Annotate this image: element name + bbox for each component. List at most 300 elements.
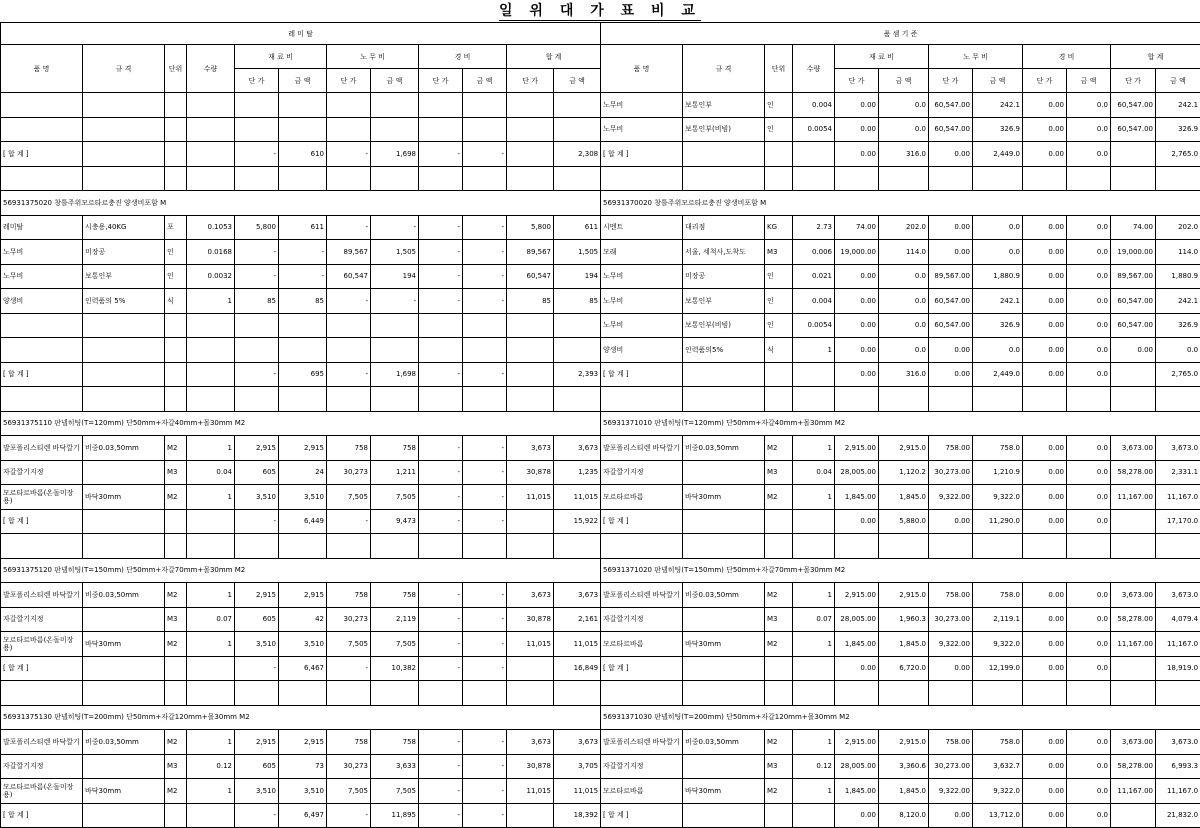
table-row: [601, 583, 1200, 608]
item-spec: [83, 362, 165, 387]
empty-cell: [1, 313, 83, 338]
item-unit: M3: [165, 607, 187, 632]
total-unit-price: 3,673.00: [1111, 583, 1156, 608]
item-qty: 0.021: [793, 264, 835, 289]
empty-cell: [235, 534, 279, 559]
page-title: [0, 0, 1200, 22]
empty-cell: [327, 387, 371, 412]
item-name: 양생비: [601, 338, 683, 363]
total-amount: 11,167.0: [1156, 779, 1200, 804]
material-unit-price: 0.00: [835, 338, 879, 363]
total-amount: 15,922: [554, 509, 601, 534]
labor-unit-price: 60,547.00: [929, 93, 973, 118]
expense-amount: -: [463, 362, 507, 387]
empty-cell: [165, 681, 187, 706]
labor-amount: 11,895: [371, 803, 419, 828]
labor-amount: 7,505: [371, 779, 419, 804]
empty-cell: [279, 93, 327, 118]
total-amount: 4,079.4: [1156, 607, 1200, 632]
item-unit: [765, 803, 793, 828]
total-unit-price: 58,278.00: [1111, 607, 1156, 632]
labor-unit-price: 0.00: [929, 509, 973, 534]
empty-cell: [1156, 387, 1200, 412]
header-expense-unit-price: 단 가: [419, 69, 463, 93]
material-amount: 85: [279, 289, 327, 314]
header-material: 재 료 비: [235, 45, 327, 69]
expense-amount: -: [463, 583, 507, 608]
empty-cell: [601, 166, 683, 191]
header-material-amount: 금 액: [879, 69, 929, 93]
table-row: [1, 436, 601, 461]
empty-cell: [879, 681, 929, 706]
table-row: [601, 656, 1200, 681]
expense-unit-price: 0.00: [1023, 436, 1067, 461]
item-unit: M3: [765, 607, 793, 632]
header-total-unit-price: 단 가: [507, 69, 554, 93]
table-row: [601, 681, 1200, 706]
item-name: 노무비: [601, 313, 683, 338]
material-amount: 202.0: [879, 215, 929, 240]
total-unit-price: 58,278.00: [1111, 460, 1156, 485]
empty-cell: [419, 681, 463, 706]
item-unit: 인: [765, 313, 793, 338]
empty-cell: [419, 117, 463, 142]
material-amount: 1,120.2: [879, 460, 929, 485]
header-labor-unit-price: 단 가: [327, 69, 371, 93]
empty-cell: [83, 166, 165, 191]
item-qty: 0.0054: [793, 313, 835, 338]
empty-cell: [1, 117, 83, 142]
empty-cell: [419, 93, 463, 118]
empty-cell: [327, 338, 371, 363]
material-amount: 1,845.0: [879, 779, 929, 804]
labor-unit-price: 60,547.00: [929, 313, 973, 338]
expense-amount: 0.0: [1067, 803, 1111, 828]
item-qty: 0.1053: [187, 215, 235, 240]
empty-cell: [235, 93, 279, 118]
total-unit-price: 11,167.00: [1111, 632, 1156, 657]
material-unit-price: 0.00: [835, 142, 879, 167]
expense-unit-price: 0.00: [1023, 509, 1067, 534]
table-row: [1, 362, 601, 387]
item-qty: 0.07: [187, 607, 235, 632]
item-spec: 바닥30mm: [683, 779, 765, 804]
labor-amount: 9,322.0: [973, 485, 1023, 510]
material-amount: 0.0: [879, 313, 929, 338]
expense-unit-price: -: [419, 656, 463, 681]
header-spec: 규 격: [683, 45, 765, 93]
expense-amount: 0.0: [1067, 313, 1111, 338]
table-row: [601, 632, 1200, 657]
item-name: 발포폴리스티렌 바닥깔기: [601, 730, 683, 755]
labor-unit-price: 0.00: [929, 142, 973, 167]
item-unit: M2: [165, 436, 187, 461]
empty-cell: [463, 387, 507, 412]
table-row: [601, 754, 1200, 779]
material-unit-price: 28,005.00: [835, 607, 879, 632]
item-name: 노무비: [601, 264, 683, 289]
labor-amount: 9,322.0: [973, 632, 1023, 657]
expense-unit-price: -: [419, 460, 463, 485]
empty-cell: [165, 117, 187, 142]
expense-unit-price: 0.00: [1023, 264, 1067, 289]
table-row: [1, 215, 601, 240]
empty-cell: [765, 681, 793, 706]
section-title: 56931375130 판넬히팅(T=200mm) 단50mm+자갈120mm+몰30mm M2: [1, 705, 601, 730]
material-unit-price: -: [235, 142, 279, 167]
labor-amount: 758: [371, 730, 419, 755]
table-row: [1, 338, 601, 363]
total-unit-price: [1111, 362, 1156, 387]
item-qty: [793, 362, 835, 387]
total-amount: 16,849: [554, 656, 601, 681]
item-spec: 미장공: [83, 240, 165, 265]
item-name: [ 합 계 ]: [1, 509, 83, 534]
total-unit-price: [507, 142, 554, 167]
expense-unit-price: 0.00: [1023, 803, 1067, 828]
material-amount: 42: [279, 607, 327, 632]
empty-cell: [683, 534, 765, 559]
item-qty: [187, 656, 235, 681]
item-spec: 비중0.03,50mm: [683, 436, 765, 461]
item-qty: [793, 509, 835, 534]
total-amount: 17,170.0: [1156, 509, 1200, 534]
expense-amount: 0.0: [1067, 362, 1111, 387]
empty-cell: [507, 313, 554, 338]
item-unit: [765, 509, 793, 534]
material-unit-price: -: [235, 264, 279, 289]
item-qty: 2.73: [793, 215, 835, 240]
item-qty: 1: [793, 436, 835, 461]
item-spec: [683, 460, 765, 485]
material-amount: 5,880.0: [879, 509, 929, 534]
expense-unit-price: 0.00: [1023, 117, 1067, 142]
material-amount: -: [279, 264, 327, 289]
total-amount: 3,673: [554, 583, 601, 608]
item-unit: [765, 362, 793, 387]
item-unit: [165, 509, 187, 534]
total-unit-price: 89,567.00: [1111, 264, 1156, 289]
labor-unit-price: 9,322.00: [929, 779, 973, 804]
material-amount: 8,120.0: [879, 803, 929, 828]
total-unit-price: 3,673.00: [1111, 436, 1156, 461]
expense-amount: 0.0: [1067, 460, 1111, 485]
labor-unit-price: 89,567: [327, 240, 371, 265]
empty-cell: [554, 681, 601, 706]
material-unit-price: 0.00: [835, 313, 879, 338]
item-qty: 1: [187, 583, 235, 608]
empty-cell: [554, 338, 601, 363]
table-row: [601, 803, 1200, 828]
labor-amount: 9,473: [371, 509, 419, 534]
table-row: [601, 313, 1200, 338]
table-row: [1, 632, 601, 657]
table-row: [601, 730, 1200, 755]
empty-cell: [1111, 166, 1156, 191]
table-row: [1, 754, 601, 779]
header-unit: 단위: [165, 45, 187, 93]
empty-cell: [83, 313, 165, 338]
material-amount: 2,915: [279, 436, 327, 461]
total-unit-price: 3,673: [507, 583, 554, 608]
table-row: [601, 411, 1200, 436]
total-unit-price: 85: [507, 289, 554, 314]
item-name: 모르타르바름(온돌미장용): [1, 632, 83, 657]
item-qty: [187, 142, 235, 167]
empty-cell: [879, 166, 929, 191]
table-row: [1, 656, 601, 681]
empty-cell: [835, 387, 879, 412]
empty-cell: [463, 166, 507, 191]
empty-cell: [165, 338, 187, 363]
expense-amount: -: [463, 460, 507, 485]
labor-unit-price: 7,505: [327, 779, 371, 804]
expense-unit-price: 0.00: [1023, 362, 1067, 387]
table-row: [1, 607, 601, 632]
labor-amount: -: [371, 289, 419, 314]
material-amount: 1,845.0: [879, 485, 929, 510]
item-spec: 보통인부: [683, 289, 765, 314]
material-unit-price: -: [235, 803, 279, 828]
material-unit-price: 1,845.00: [835, 779, 879, 804]
total-unit-price: [507, 803, 554, 828]
empty-cell: [165, 534, 187, 559]
labor-amount: 9,322.0: [973, 779, 1023, 804]
empty-cell: [973, 534, 1023, 559]
material-amount: 3,510: [279, 632, 327, 657]
material-unit-price: 3,510: [235, 779, 279, 804]
empty-cell: [235, 338, 279, 363]
total-unit-price: [507, 509, 554, 534]
item-unit: KG: [765, 215, 793, 240]
total-unit-price: 11,167.00: [1111, 779, 1156, 804]
left-comparison-table: [0, 22, 601, 828]
labor-amount: 7,505: [371, 485, 419, 510]
empty-cell: [929, 534, 973, 559]
expense-amount: 0.0: [1067, 656, 1111, 681]
item-unit: M3: [765, 460, 793, 485]
empty-cell: [371, 166, 419, 191]
expense-unit-price: 0.00: [1023, 656, 1067, 681]
table-row: [601, 436, 1200, 461]
table-row: [1, 387, 601, 412]
labor-amount: 12,199.0: [973, 656, 1023, 681]
total-unit-price: 0.00: [1111, 338, 1156, 363]
header-labor: 노 무 비: [929, 45, 1023, 69]
right-comparison-table: [600, 22, 1200, 828]
item-qty: 0.04: [187, 460, 235, 485]
expense-amount: -: [463, 485, 507, 510]
expense-unit-price: -: [419, 289, 463, 314]
item-unit: 인: [765, 264, 793, 289]
item-name: 노무비: [1, 264, 83, 289]
material-amount: 316.0: [879, 362, 929, 387]
table-row: [601, 264, 1200, 289]
labor-unit-price: -: [327, 509, 371, 534]
item-name: 발포폴리스티렌 바닥깔기: [601, 583, 683, 608]
labor-unit-price: 9,322.00: [929, 485, 973, 510]
table-row: [1, 803, 601, 828]
empty-cell: [1111, 681, 1156, 706]
labor-amount: 758: [371, 436, 419, 461]
item-spec: [683, 509, 765, 534]
expense-amount: 0.0: [1067, 264, 1111, 289]
total-unit-price: 3,673: [507, 730, 554, 755]
expense-unit-price: 0.00: [1023, 779, 1067, 804]
empty-cell: [554, 93, 601, 118]
empty-cell: [1, 338, 83, 363]
labor-amount: 1,211: [371, 460, 419, 485]
item-unit: 인: [765, 289, 793, 314]
empty-cell: [83, 93, 165, 118]
labor-amount: 3,632.7: [973, 754, 1023, 779]
item-unit: M2: [165, 730, 187, 755]
empty-cell: [419, 534, 463, 559]
item-spec: 바닥30mm: [83, 485, 165, 510]
header-name: 품 명: [1, 45, 83, 93]
item-name: 자갈깔기지정: [1, 460, 83, 485]
empty-cell: [327, 534, 371, 559]
material-unit-price: 19,000.00: [835, 240, 879, 265]
table-row: [1, 681, 601, 706]
header-spec: 규 격: [83, 45, 165, 93]
empty-cell: [765, 166, 793, 191]
total-amount: 3,673.0: [1156, 436, 1200, 461]
total-amount: 611: [554, 215, 601, 240]
labor-unit-price: 30,273.00: [929, 607, 973, 632]
item-qty: 0.12: [187, 754, 235, 779]
expense-amount: -: [463, 509, 507, 534]
item-name: 노무비: [1, 240, 83, 265]
total-unit-price: 89,567: [507, 240, 554, 265]
labor-amount: 13,712.0: [973, 803, 1023, 828]
empty-cell: [1156, 166, 1200, 191]
labor-amount: 2,119.1: [973, 607, 1023, 632]
item-spec: 비중0.03,50mm: [683, 583, 765, 608]
item-name: [ 합 계 ]: [1, 142, 83, 167]
total-unit-price: [1111, 509, 1156, 534]
table-row: [1, 705, 601, 730]
labor-unit-price: 0.00: [929, 803, 973, 828]
item-qty: 1: [793, 779, 835, 804]
labor-unit-price: 758: [327, 436, 371, 461]
empty-cell: [371, 93, 419, 118]
expense-unit-price: -: [419, 730, 463, 755]
item-name: 양생비: [1, 289, 83, 314]
item-qty: 0.12: [793, 754, 835, 779]
header-expense-unit-price: 단 가: [1023, 69, 1067, 93]
empty-cell: [1, 681, 83, 706]
empty-cell: [793, 534, 835, 559]
labor-unit-price: 0.00: [929, 362, 973, 387]
item-qty: 1: [187, 436, 235, 461]
empty-cell: [554, 166, 601, 191]
expense-unit-price: -: [419, 362, 463, 387]
labor-unit-price: 30,273: [327, 607, 371, 632]
material-unit-price: -: [235, 362, 279, 387]
item-unit: [165, 656, 187, 681]
expense-amount: -: [463, 656, 507, 681]
expense-amount: 0.0: [1067, 730, 1111, 755]
empty-cell: [554, 534, 601, 559]
header-labor-unit-price: 단 가: [929, 69, 973, 93]
table-row: [601, 191, 1200, 216]
empty-cell: [973, 681, 1023, 706]
table-row: [601, 166, 1200, 191]
labor-amount: 758.0: [973, 583, 1023, 608]
empty-cell: [235, 166, 279, 191]
expense-amount: -: [463, 289, 507, 314]
expense-unit-price: -: [419, 803, 463, 828]
empty-cell: [463, 313, 507, 338]
empty-cell: [507, 681, 554, 706]
labor-amount: 1,210.9: [973, 460, 1023, 485]
empty-cell: [327, 166, 371, 191]
empty-cell: [554, 313, 601, 338]
item-name: 모르타르바름(온돌미장용): [1, 485, 83, 510]
item-qty: [793, 656, 835, 681]
total-unit-price: [1111, 656, 1156, 681]
empty-cell: [165, 166, 187, 191]
labor-unit-price: -: [327, 362, 371, 387]
total-unit-price: [507, 362, 554, 387]
item-qty: [187, 803, 235, 828]
labor-unit-price: 0.00: [929, 656, 973, 681]
section-title: 56931370020 창틀주위모르타르충진 양생비포함 M: [601, 191, 1200, 216]
expense-unit-price: 0.00: [1023, 289, 1067, 314]
item-spec: 시충용,40KG: [83, 215, 165, 240]
total-unit-price: [507, 656, 554, 681]
item-qty: [187, 509, 235, 534]
item-name: 발포폴리스티렌 바닥깔기: [601, 436, 683, 461]
item-qty: [793, 142, 835, 167]
empty-cell: [327, 313, 371, 338]
item-spec: 보통인부(비빔): [683, 313, 765, 338]
empty-cell: [371, 313, 419, 338]
empty-cell: [187, 166, 235, 191]
table-row: [1, 460, 601, 485]
item-unit: [165, 142, 187, 167]
expense-unit-price: 0.00: [1023, 754, 1067, 779]
material-amount: 1,845.0: [879, 632, 929, 657]
labor-amount: 758.0: [973, 730, 1023, 755]
expense-amount: 0.0: [1067, 436, 1111, 461]
expense-amount: 0.0: [1067, 779, 1111, 804]
total-amount: 2,393: [554, 362, 601, 387]
material-amount: 6,449: [279, 509, 327, 534]
item-spec: [683, 142, 765, 167]
expense-unit-price: -: [419, 779, 463, 804]
expense-amount: 0.0: [1067, 338, 1111, 363]
expense-amount: -: [463, 240, 507, 265]
material-unit-price: 0.00: [835, 509, 879, 534]
total-unit-price: 30,878: [507, 754, 554, 779]
item-name: [ 합 계 ]: [1, 803, 83, 828]
empty-cell: [973, 166, 1023, 191]
empty-cell: [235, 681, 279, 706]
empty-cell: [327, 117, 371, 142]
expense-unit-price: 0.00: [1023, 607, 1067, 632]
item-qty: 0.0032: [187, 264, 235, 289]
empty-cell: [1111, 534, 1156, 559]
expense-unit-price: -: [419, 583, 463, 608]
labor-amount: 0.0: [973, 215, 1023, 240]
table-row: [1, 117, 601, 142]
group-title: 레 미 탈: [1, 23, 601, 45]
empty-cell: [1, 93, 83, 118]
item-qty: 1: [793, 632, 835, 657]
total-amount: 85: [554, 289, 601, 314]
